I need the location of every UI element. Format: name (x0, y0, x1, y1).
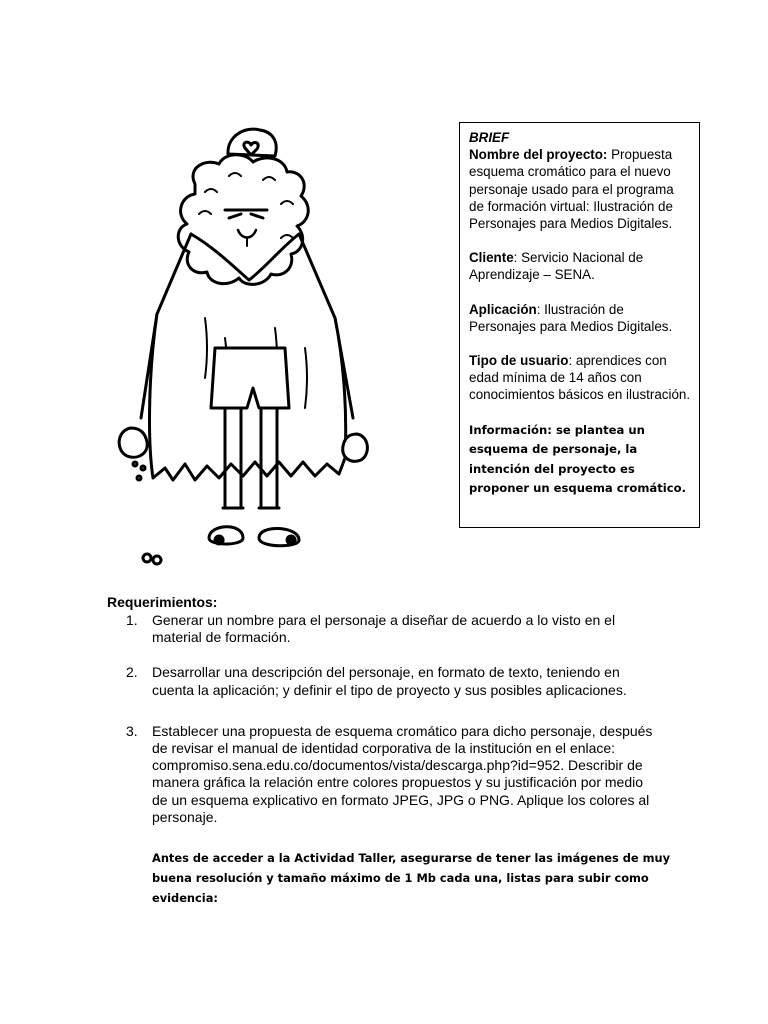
requirements-heading: Requerimientos: (107, 594, 218, 610)
brief-box (459, 122, 700, 528)
requirements-list (126, 612, 656, 826)
requirement-item: 3. Establecer una propuesta de esquema cromático para dicho personaje, después de revisar el manual de identidad corporativa de la institución en el enlace: compromiso.sena.edu.co/documentos/vista/descarga.php?id=952. Describir de manera gráfica la relación entre colores propuestos y su justificación por medio de un esquema explicativo en formato JPEG, JPG o PNG. Aplique los colores al personaje. (126, 722, 653, 825)
character-illustration (95, 118, 395, 578)
brief-project: Nombre del proyecto: Propuesta esquema cromático para el nuevo personaje usado para el programa de formación virtual: Ilustración de Personajes para Medios Digitales. (469, 147, 674, 232)
brief-title: BRIEF (469, 130, 510, 145)
brief-user-type: Tipo de usuario: aprendices con edad mínima de 14 años con conocimientos básicos en ilustración. (469, 353, 691, 403)
requirement-item: 2. Desarrollar una descripción del personaje, en formato de texto, teniendo en cuenta la aplicación; y definir el tipo de proyecto y sus posibles aplicaciones. (126, 664, 627, 698)
brief-info: Información: se plantea un esquema de personaje, la intención del proyecto es proponer un esquema cromático. (469, 422, 686, 496)
brief-client: Cliente: Servicio Nacional de Aprendizaje – SENA. (469, 250, 644, 283)
requirement-item: 1. Generar un nombre para el personaje a diseñar de acuerdo a lo visto en el material de formación. (126, 612, 616, 646)
evidence-notice: Antes de acceder a la Actividad Taller, asegurarse de tener las imágenes de muy buena resolución y tamaño máximo de 1 Mb cada una, listas para subir como evidencia: (152, 851, 671, 905)
brief-application: Aplicación: Ilustración de Personajes para Medios Digitales. (469, 301, 673, 334)
